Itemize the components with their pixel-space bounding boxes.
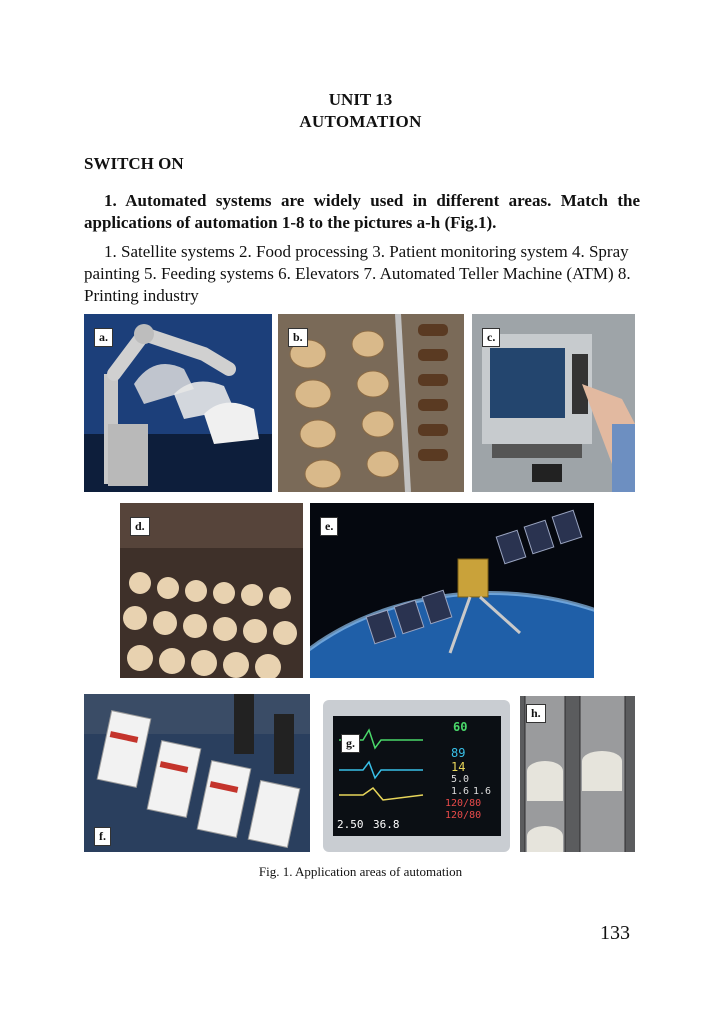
page-number: 133	[600, 922, 630, 944]
photo-e-satellite	[310, 503, 594, 678]
photo-label-h: h.	[526, 704, 546, 723]
bp-readout-2: 120/80	[445, 810, 482, 821]
photo-label-a: a.	[94, 328, 113, 347]
photo-label-b: b.	[288, 328, 308, 347]
unit-number: UNIT 13	[328, 90, 393, 109]
photo-d-feeding-system	[120, 503, 303, 678]
photo-g-patient-monitor	[323, 700, 510, 852]
bp-readout-1: 120/80	[445, 798, 482, 809]
photo-label-e: e.	[320, 517, 338, 536]
resp-readout: 14	[451, 760, 466, 774]
unit-title: AUTOMATION	[299, 112, 422, 131]
photo-h-elevators	[520, 696, 635, 852]
options-list: 1. Satellite systems 2. Food processing 3. Patient monitoring system 4. Spray painting 5. Feeding systems 6. Elevators 7. Automated Teller Machine (ATM) 8. Printing industry	[84, 242, 631, 305]
param-readout-3: 1.6	[473, 786, 492, 797]
photo-label-c: c.	[482, 328, 500, 347]
spo2-readout: 89	[451, 746, 466, 760]
photo-f-printing-industry	[84, 694, 310, 852]
task-instruction: 1. Automated systems are widely used in different areas. Match the applications of automation 1-8 to the pictures a-h (Fig.1).	[84, 191, 640, 232]
temp-readout-2: 36.8	[373, 818, 400, 831]
temp-readout-1: 2.50	[337, 818, 364, 831]
photo-a-spray-painting	[84, 314, 272, 492]
hr-readout: 60	[453, 720, 468, 734]
photo-label-g: g.	[341, 734, 360, 753]
figure-caption: Fig. 1. Application areas of automation	[258, 864, 463, 879]
photo-c-atm	[472, 314, 635, 492]
param-readout-1: 5.0	[451, 774, 470, 785]
photo-label-f: f.	[94, 827, 111, 846]
section-heading: SWITCH ON	[84, 154, 184, 173]
photo-label-d: d.	[130, 517, 150, 536]
photo-b-food-processing	[278, 314, 464, 492]
param-readout-2: 1.6	[451, 786, 470, 797]
